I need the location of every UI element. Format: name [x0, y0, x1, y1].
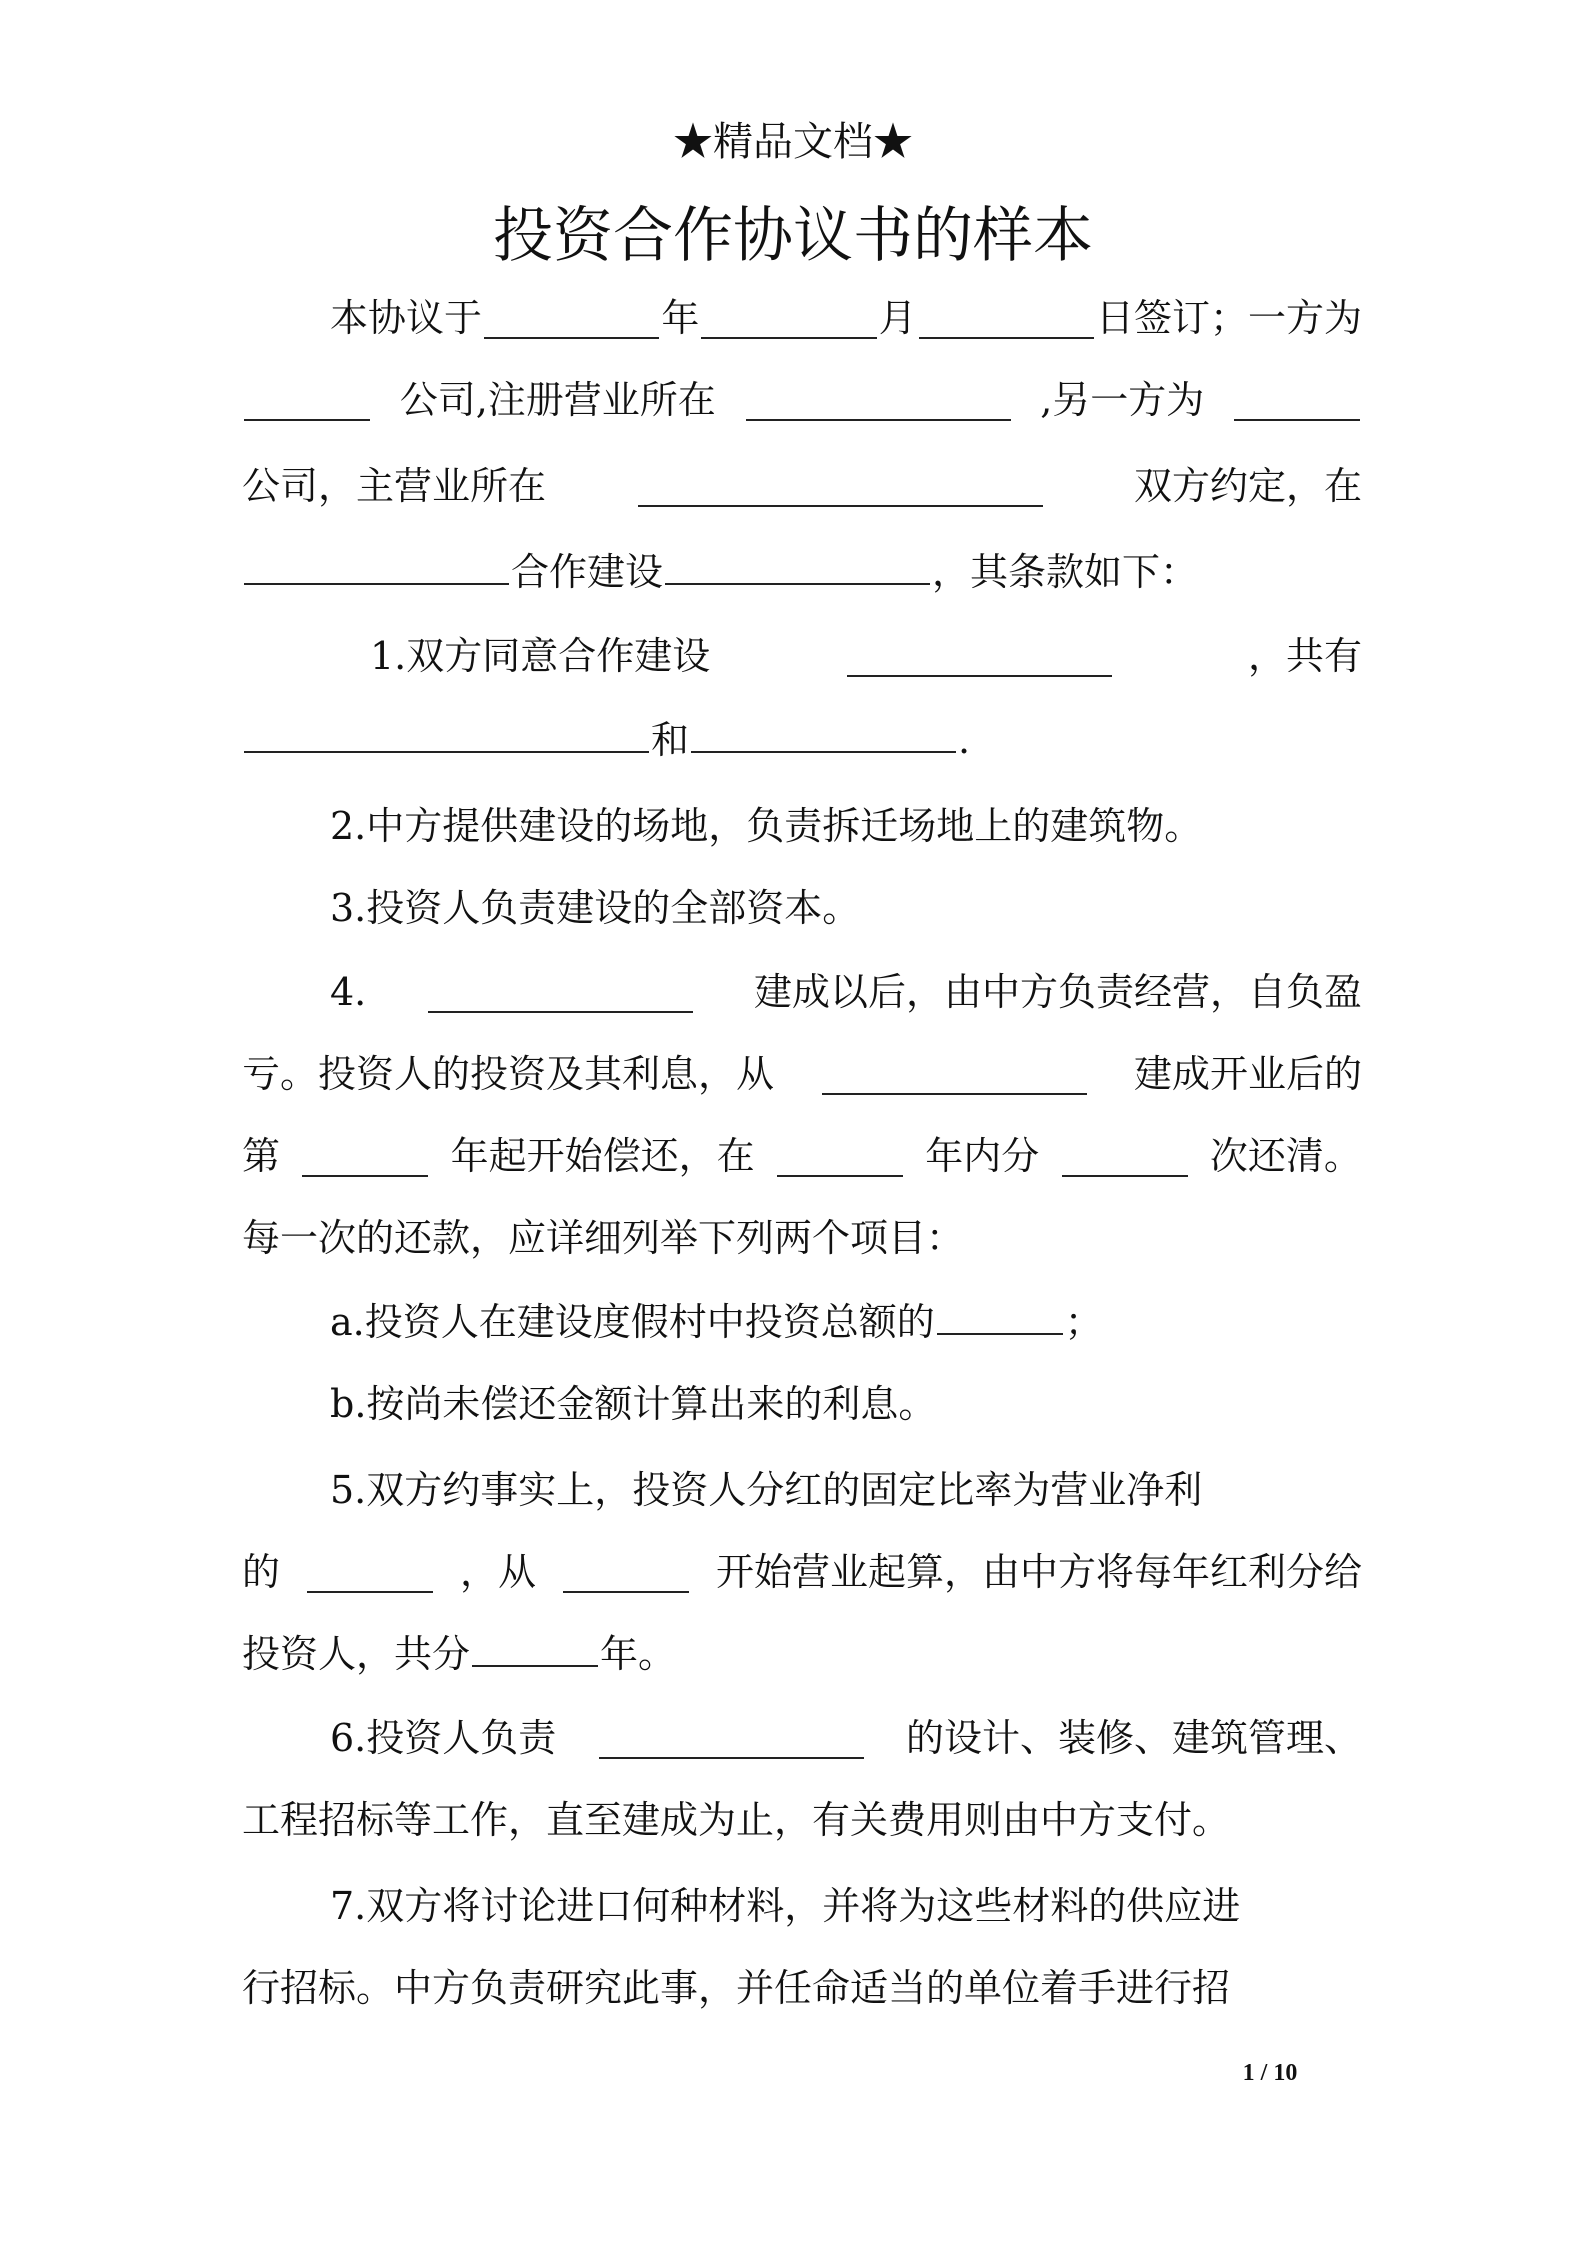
item3-line: 3.投资人负责建设的全部资本。	[330, 886, 861, 930]
para1-line3: 公司，主营业所在 双方约定，在	[242, 464, 1362, 508]
blank-field	[937, 1293, 1063, 1335]
document-title: 投资合作协议书的样本	[493, 201, 1093, 271]
blank-field	[472, 1625, 598, 1667]
item5-line3: 投资人，共分 年。	[242, 1624, 1362, 1684]
blank-field	[428, 971, 693, 1013]
item5-line2: 的 ，从 开始营业起算，由中方将每年红利分给	[242, 1550, 1362, 1594]
item1-line1: 1.双方同意合作建设 ，共有	[370, 634, 1362, 678]
blank-field	[302, 1135, 428, 1177]
blank-field	[484, 297, 659, 339]
item-a-line: a.投资人在建设度假村中投资总额的 ；	[330, 1292, 1362, 1352]
item4-line4: 每一次的还款，应详细列举下列两个项目：	[242, 1216, 965, 1260]
blank-field	[746, 379, 1011, 421]
blank-field	[563, 1551, 689, 1593]
item4-line3: 第 年起开始偿还，在 年内分 次还清。	[242, 1134, 1362, 1178]
item2-line: 2.中方提供建设的场地，负责拆迁场地上的建筑物。	[330, 804, 1203, 848]
document-header: ★精品文档★	[673, 119, 913, 165]
blank-field	[822, 1053, 1087, 1095]
item4-line2: 亏。投资人的投资及其利息，从 建成开业后的	[242, 1052, 1362, 1096]
para1-line4: 合作建设 ，其条款如下：	[242, 542, 1362, 602]
blank-field	[847, 635, 1112, 677]
item7-line1: 7.双方将讨论进口何种材料，并将为这些材料的供应进	[330, 1884, 1241, 1928]
item6-line1: 6.投资人负责 的设计、装修、建筑管理、	[330, 1716, 1362, 1760]
blank-field	[244, 543, 509, 585]
item7-line2: 行招标。中方负责研究此事，并任命适当的单位着手进行招	[242, 1966, 1231, 2010]
item1-line2: 和 .	[242, 710, 1362, 770]
item5-line1: 5.双方约事实上，投资人分红的固定比率为营业净利	[330, 1468, 1203, 1512]
para1-line2: 公司,注册营业所在 ,另一方为	[242, 370, 1362, 430]
page-number: 1 / 10	[1242, 2060, 1298, 2086]
blank-field	[307, 1551, 433, 1593]
item6-line2: 工程招标等工作，直至建成为止，有关费用则由中方支付。	[242, 1798, 1231, 1842]
blank-field	[1234, 379, 1360, 421]
para1-line1: 本协议于 年 月 日签订；一方为	[330, 296, 1362, 340]
blank-field	[599, 1717, 864, 1759]
blank-field	[919, 297, 1094, 339]
item-b-line: b.按尚未偿还金额计算出来的利息。	[330, 1382, 937, 1426]
blank-field	[777, 1135, 903, 1177]
item4-line1: 4. 建成以后，由中方负责经营，自负盈	[330, 970, 1362, 1014]
blank-field	[244, 379, 370, 421]
blank-field	[638, 465, 1043, 507]
blank-field	[701, 297, 876, 339]
blank-field	[665, 543, 930, 585]
blank-field	[1062, 1135, 1188, 1177]
blank-field	[244, 711, 649, 753]
blank-field	[691, 711, 956, 753]
